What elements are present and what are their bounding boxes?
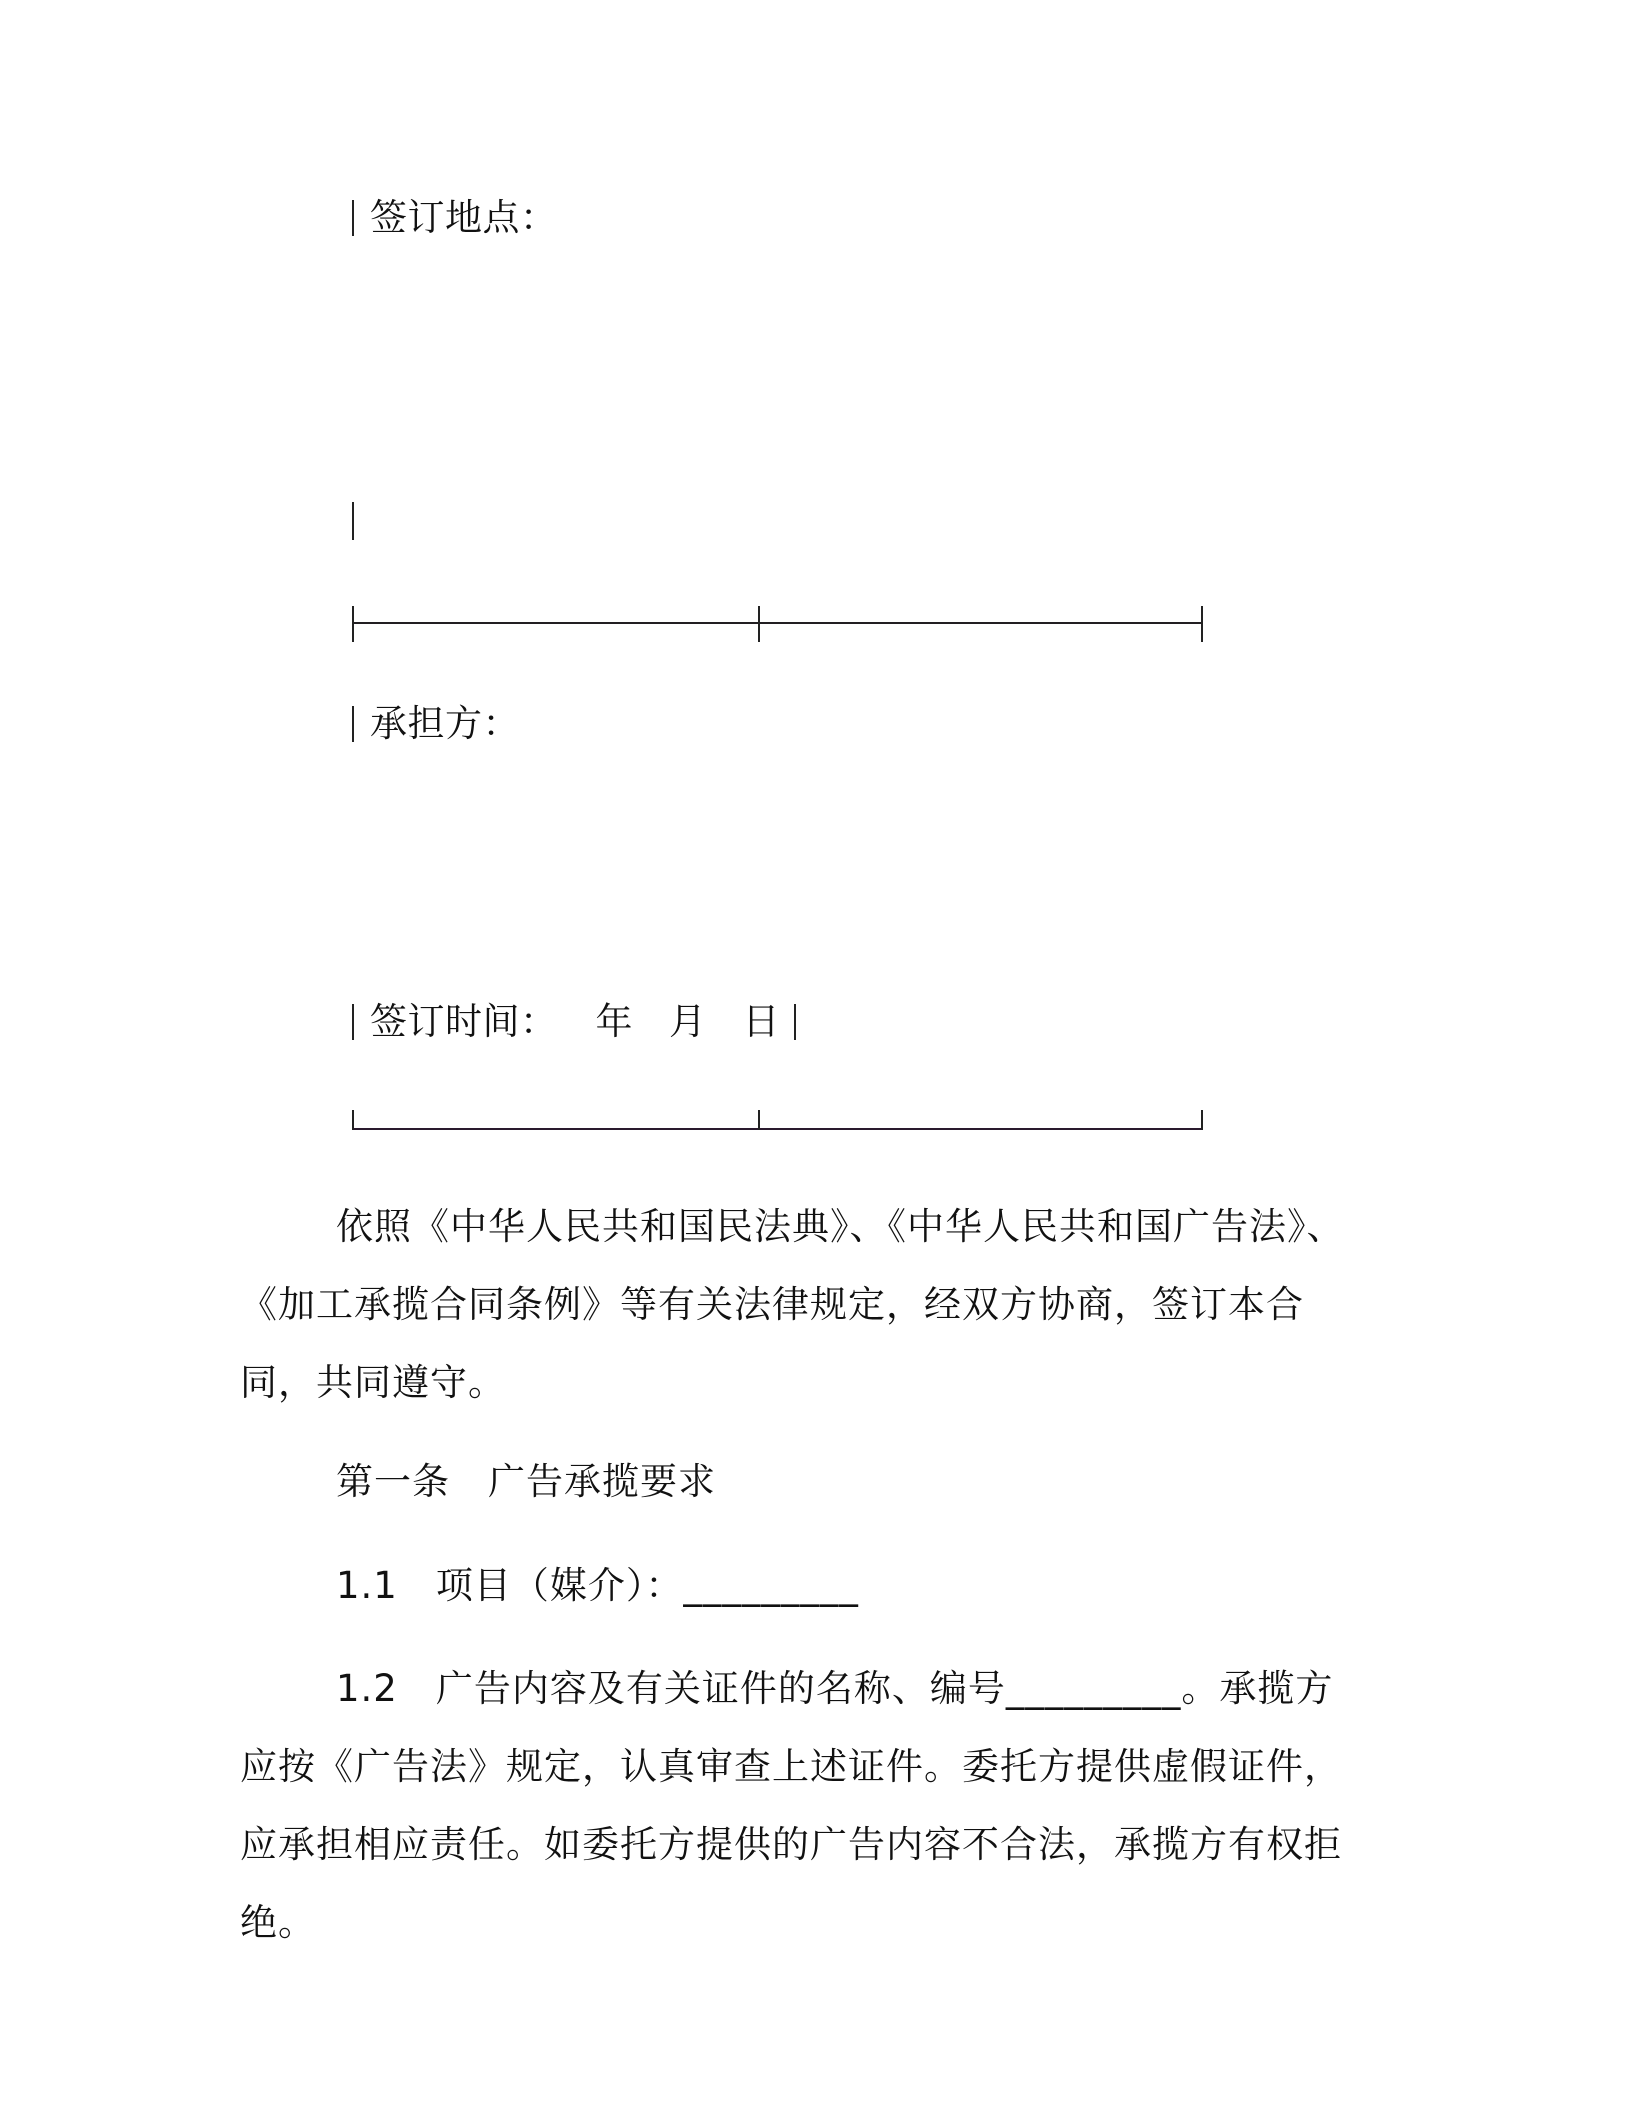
field-cursor-bar xyxy=(794,1004,796,1040)
article-title: 广告承揽要求 xyxy=(488,1460,716,1503)
table-rule-tick xyxy=(1201,606,1203,642)
clause-item xyxy=(336,1562,859,1610)
field-cursor-bar xyxy=(352,706,354,742)
day-label: 日 xyxy=(742,1000,780,1043)
table-rule-tick xyxy=(1201,1110,1203,1130)
table-rule-tick xyxy=(352,1110,354,1130)
clause-text: 项目（媒介）：_________ xyxy=(435,1564,859,1607)
article-heading xyxy=(336,1458,716,1506)
preamble-text: 依照《中华人民共和国民法典》、《中华人民共和国广告法》、《加工承揽合同条例》等有关法律规定，经双方协商，签订本合同，共同遵守。 xyxy=(240,1205,1345,1404)
undertaker-label: 承担方： xyxy=(370,702,520,745)
field-cursor-bar xyxy=(352,200,354,236)
field-cursor-bar xyxy=(352,502,354,540)
signing-place-label: 签订地点： xyxy=(370,196,558,239)
year-label: 年 xyxy=(595,1000,633,1043)
article-number: 第一条 xyxy=(336,1460,450,1503)
table-rule xyxy=(352,622,1202,624)
signing-time-label xyxy=(370,998,780,1046)
table-rule-tick xyxy=(758,606,760,642)
table-rule-tick xyxy=(352,606,354,642)
field-cursor-bar xyxy=(352,1004,354,1040)
preamble-paragraph xyxy=(240,1188,1370,1422)
month-label: 月 xyxy=(669,1000,707,1043)
clause-number: 1.1 xyxy=(336,1564,398,1607)
clause-paragraph xyxy=(240,1650,1370,1962)
table-rule-tick xyxy=(758,1110,760,1130)
signing-time-text: 签订时间： xyxy=(370,1000,558,1043)
table-rule xyxy=(352,1128,1202,1130)
clause-text: 广告内容及有关证件的名称、编号_________。承揽方应按《广告法》规定，认真审查上述证件。委托方提供虚假证件，应承担相应责任。如委托方提供的广告内容不合法，承揽方有权拒绝。 xyxy=(240,1667,1342,1944)
clause-item xyxy=(240,1650,1370,1962)
clause-number: 1.2 xyxy=(336,1667,398,1710)
